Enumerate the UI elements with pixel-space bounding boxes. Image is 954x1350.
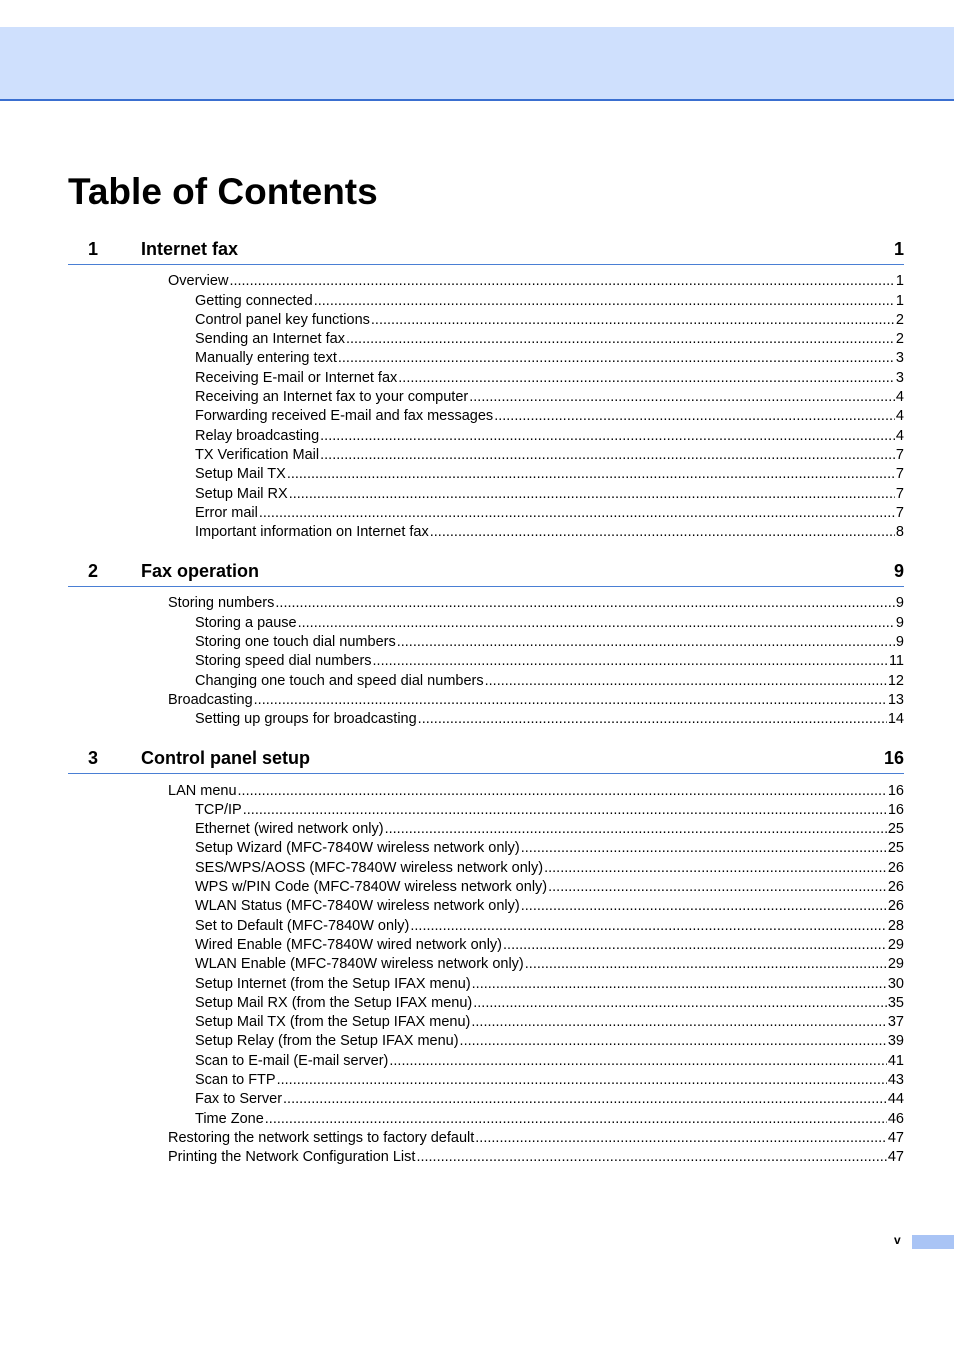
header-band — [0, 27, 954, 101]
toc-entry[interactable] — [68, 594, 904, 613]
toc-entry[interactable] — [68, 368, 904, 387]
toc-entry-title: WPS w/PIN Code (MFC-7840W wireless network only) — [195, 879, 548, 896]
dot-leader — [503, 936, 887, 955]
toc-entry-page: 26 — [887, 859, 904, 876]
toc-entry-page: 46 — [887, 1110, 904, 1127]
dot-leader — [418, 710, 887, 729]
toc-entry-page: 4 — [895, 427, 904, 444]
dot-leader — [494, 407, 895, 426]
toc-entry-page: 39 — [887, 1033, 904, 1050]
toc-entry[interactable] — [68, 652, 904, 671]
chapter-entries — [68, 594, 904, 729]
toc-entry-page: 3 — [895, 350, 904, 367]
toc-entry-page: 9 — [895, 634, 904, 651]
toc-entry-title: TCP/IP — [195, 801, 242, 818]
toc-entry-page: 2 — [895, 331, 904, 348]
dot-leader — [385, 820, 887, 839]
toc-entry[interactable] — [68, 1051, 904, 1070]
toc-entry-page: 41 — [887, 1052, 904, 1069]
toc-entry-page: 9 — [895, 614, 904, 631]
toc-entry-title: Restoring the network settings to factory default — [168, 1129, 475, 1146]
dot-leader — [254, 691, 887, 710]
toc-entry-title: Storing a pause — [195, 614, 297, 631]
toc-entry-title: Scan to FTP — [195, 1071, 276, 1088]
toc-entry-page: 30 — [887, 975, 904, 992]
toc-entry-page: 2 — [895, 311, 904, 328]
toc-entry-title: Setup Relay (from the Setup IFAX menu) — [195, 1033, 459, 1050]
toc-entry[interactable] — [68, 1148, 904, 1167]
dot-leader — [397, 633, 895, 652]
toc-entry-title: Setup Internet (from the Setup IFAX menu) — [195, 975, 471, 992]
page-title: Table of Contents — [68, 171, 378, 212]
toc-entry[interactable] — [68, 504, 904, 523]
toc-entry-title: Scan to E-mail (E-mail server) — [195, 1052, 389, 1069]
dot-leader — [259, 504, 895, 523]
toc-entry-page: 29 — [887, 956, 904, 973]
toc-entry-title: Fax to Server — [195, 1091, 283, 1108]
chapter-heading[interactable] — [68, 236, 904, 265]
toc-entry-page: 13 — [887, 691, 904, 708]
toc-entry-page: 35 — [887, 994, 904, 1011]
toc-entry[interactable] — [68, 878, 904, 897]
toc-entry[interactable] — [68, 1090, 904, 1109]
table-of-contents — [68, 236, 904, 1183]
dot-leader — [430, 523, 895, 542]
chapter-entries — [68, 781, 904, 1167]
toc-entry-title: Setting up groups for broadcasting — [195, 711, 417, 728]
toc-entry-page: 7 — [895, 485, 904, 502]
page-number: v — [894, 1233, 901, 1247]
toc-entry-title: Relay broadcasting — [195, 427, 320, 444]
dot-leader — [265, 1110, 887, 1129]
toc-entry-page: 25 — [887, 840, 904, 857]
toc-entry-page: 37 — [887, 1014, 904, 1031]
toc-entry[interactable] — [68, 311, 904, 330]
dot-leader — [416, 1148, 886, 1167]
dot-leader — [525, 955, 887, 974]
dot-leader — [320, 446, 895, 465]
dot-leader — [521, 897, 887, 916]
toc-entry-title: Printing the Network Configuration List — [168, 1149, 416, 1166]
dot-leader — [229, 272, 894, 291]
toc-entry-page: 26 — [887, 879, 904, 896]
toc-entry-page: 47 — [887, 1129, 904, 1146]
toc-entry-title: Broadcasting — [168, 691, 253, 708]
dot-leader — [298, 614, 895, 633]
chapter-number: 1 — [88, 239, 99, 259]
toc-entry-title: Error mail — [195, 504, 258, 521]
dot-leader — [469, 388, 895, 407]
dot-leader — [521, 839, 887, 858]
toc-entry-title: SES/WPS/AOSS (MFC-7840W wireless network only) — [195, 859, 544, 876]
toc-entry-title: Ethernet (wired network only) — [195, 821, 384, 838]
dot-leader — [485, 672, 887, 691]
dot-leader — [475, 1129, 887, 1148]
toc-entry-title: Set to Default (MFC-7840W only) — [195, 917, 410, 934]
toc-entry[interactable] — [68, 955, 904, 974]
toc-entry-title: Important information on Internet fax — [195, 524, 429, 541]
toc-entry[interactable] — [68, 1071, 904, 1090]
toc-entry[interactable] — [68, 446, 904, 465]
toc-entry[interactable] — [68, 407, 904, 426]
dot-leader — [346, 330, 895, 349]
dot-leader — [460, 1032, 887, 1051]
dot-leader — [320, 427, 895, 446]
dot-leader — [314, 292, 895, 311]
toc-entry-page: 16 — [887, 801, 904, 818]
toc-entry[interactable] — [68, 1109, 904, 1128]
chapter-number: 2 — [88, 561, 99, 582]
toc-entry[interactable] — [68, 465, 904, 484]
toc-entry-page: 1 — [895, 273, 904, 290]
toc-entry[interactable] — [68, 671, 904, 690]
toc-entry-title: Storing one touch dial numbers — [195, 634, 396, 651]
toc-entry[interactable] — [68, 291, 904, 310]
toc-entry-title: Storing numbers — [168, 595, 275, 612]
chapter-heading[interactable] — [68, 745, 904, 774]
toc-entry[interactable] — [68, 1032, 904, 1051]
toc-entry-page: 12 — [887, 672, 904, 689]
toc-entry-page: 29 — [887, 936, 904, 953]
toc-entry-page: 26 — [887, 898, 904, 915]
toc-entry-page: 25 — [887, 821, 904, 838]
dot-leader — [544, 859, 887, 878]
dot-leader — [472, 975, 887, 994]
toc-entry-title: Sending an Internet fax — [195, 331, 345, 348]
dot-leader — [398, 369, 895, 388]
dot-leader — [373, 652, 888, 671]
toc-entry-page: 28 — [887, 917, 904, 934]
toc-entry[interactable] — [68, 523, 904, 542]
toc-entry-title: WLAN Enable (MFC-7840W wireless network only) — [195, 956, 524, 973]
toc-entry[interactable] — [68, 633, 904, 652]
corner-tab — [912, 1235, 954, 1249]
toc-entry-title: LAN menu — [168, 782, 237, 799]
dot-leader — [338, 349, 895, 368]
toc-entry[interactable] — [68, 691, 904, 710]
chapter-page: 16 — [883, 748, 904, 769]
dot-leader — [283, 1090, 887, 1109]
toc-entry-title: Setup Mail RX — [195, 485, 288, 502]
toc-entry[interactable] — [68, 858, 904, 877]
toc-entry[interactable] — [68, 820, 904, 839]
chapter-title: Internet fax — [141, 239, 239, 259]
toc-entry-page: 4 — [895, 389, 904, 406]
toc-entry-page: 14 — [887, 711, 904, 728]
chapter-title: Control panel setup — [141, 748, 311, 769]
toc-entry-page: 3 — [895, 369, 904, 386]
toc-entry[interactable] — [68, 613, 904, 632]
toc-entry[interactable] — [68, 974, 904, 993]
toc-entry-page: 8 — [895, 524, 904, 541]
toc-entry-title: TX Verification Mail — [195, 446, 320, 463]
toc-entry-title: Setup Mail RX (from the Setup IFAX menu) — [195, 994, 473, 1011]
toc-entry-page: 7 — [895, 446, 904, 463]
dot-leader — [243, 801, 887, 820]
chapter-title: Fax operation — [141, 561, 260, 582]
toc-entry-title: Changing one touch and speed dial numbers — [195, 672, 484, 689]
toc-entry[interactable] — [68, 839, 904, 858]
toc-entry-page: 9 — [895, 595, 904, 612]
dot-leader — [548, 878, 887, 897]
dot-leader — [389, 1052, 886, 1071]
toc-entry[interactable] — [68, 426, 904, 445]
chapter-entries — [68, 272, 904, 542]
dot-leader — [471, 1013, 887, 1032]
toc-entry[interactable] — [68, 330, 904, 349]
chapter-1 — [68, 236, 904, 542]
toc-entry-page: 44 — [887, 1091, 904, 1108]
toc-entry[interactable] — [68, 710, 904, 729]
chapter-page: 9 — [893, 561, 904, 582]
toc-entry-page: 11 — [888, 653, 904, 670]
toc-entry[interactable] — [68, 1129, 904, 1148]
toc-entry-title: Overview — [168, 273, 229, 290]
dot-leader — [277, 1071, 887, 1090]
dot-leader — [238, 782, 887, 801]
toc-entry[interactable] — [68, 936, 904, 955]
dot-leader — [473, 994, 887, 1013]
toc-entry[interactable] — [68, 801, 904, 820]
toc-entry[interactable] — [68, 897, 904, 916]
dot-leader — [287, 465, 895, 484]
toc-entry-page: 4 — [895, 408, 904, 425]
toc-entry-title: Manually entering text — [195, 350, 337, 367]
toc-entry-page: 16 — [887, 782, 904, 799]
chapter-page: 1 — [893, 239, 904, 259]
chapter-heading[interactable] — [68, 558, 904, 587]
toc-entry[interactable] — [68, 1013, 904, 1032]
toc-entry-page: 7 — [895, 504, 904, 521]
dot-leader — [275, 594, 895, 613]
toc-entry[interactable] — [68, 349, 904, 368]
toc-entry[interactable] — [68, 781, 904, 800]
toc-entry[interactable] — [68, 916, 904, 935]
toc-entry[interactable] — [68, 388, 904, 407]
toc-entry-title: Control panel key functions — [195, 311, 370, 328]
dot-leader — [289, 485, 895, 504]
chapter-3 — [68, 745, 904, 1167]
toc-entry-title: Setup Mail TX (from the Setup IFAX menu) — [195, 1014, 471, 1031]
toc-entry-title: Receiving E-mail or Internet fax — [195, 369, 398, 386]
toc-entry[interactable] — [68, 272, 904, 291]
toc-entry-page: 7 — [895, 466, 904, 483]
toc-entry-page: 43 — [887, 1071, 904, 1088]
toc-entry-title: Setup Mail TX — [195, 466, 286, 483]
toc-entry-title: Time Zone — [195, 1110, 264, 1127]
toc-entry-title: Setup Wizard (MFC-7840W wireless network only) — [195, 840, 520, 857]
toc-entry-title: Getting connected — [195, 292, 313, 309]
dot-leader — [410, 917, 887, 936]
dot-leader — [371, 311, 895, 330]
toc-entry-title: WLAN Status (MFC-7840W wireless network only) — [195, 898, 520, 915]
toc-entry-title: Wired Enable (MFC-7840W wired network only) — [195, 936, 503, 953]
toc-entry-page: 1 — [895, 292, 904, 309]
chapter-2 — [68, 558, 904, 729]
toc-entry-title: Storing speed dial numbers — [195, 653, 372, 670]
toc-entry-page: 47 — [887, 1149, 904, 1166]
toc-entry-title: Receiving an Internet fax to your computer — [195, 389, 469, 406]
toc-entry-title: Forwarding received E-mail and fax messages — [195, 408, 494, 425]
chapter-number: 3 — [88, 748, 99, 769]
toc-entry[interactable] — [68, 994, 904, 1013]
toc-entry[interactable] — [68, 484, 904, 503]
